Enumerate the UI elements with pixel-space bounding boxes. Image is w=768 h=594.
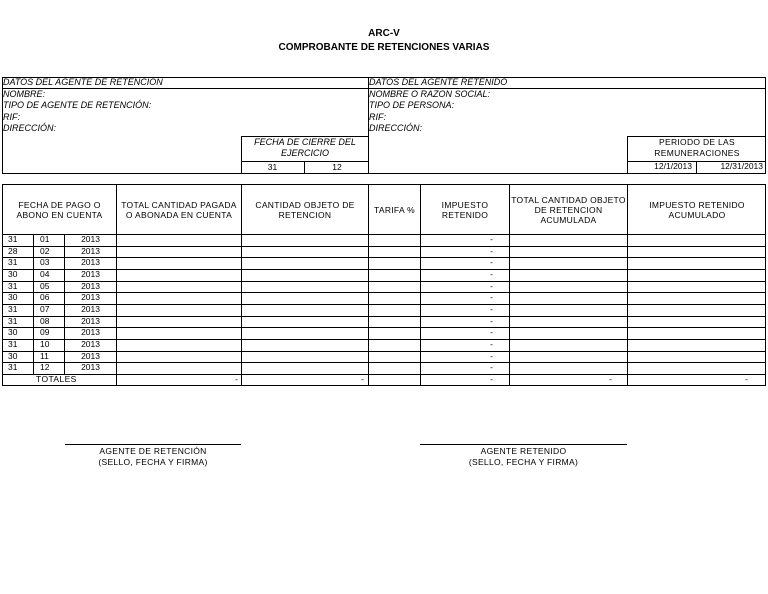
row-dia: 31 [8, 257, 18, 267]
retenido-tipo-label: TIPO DE PERSONA: [369, 100, 455, 110]
totales-label: TOTALES [36, 374, 77, 384]
cierre-dia: 31 [267, 162, 278, 172]
row-dia: 31 [8, 281, 18, 291]
row-anio: 2013 [81, 234, 100, 244]
row-mes: 12 [40, 362, 50, 372]
row-impuesto: - [490, 246, 493, 256]
row-anio: 2013 [81, 257, 100, 267]
row-dia: 30 [8, 269, 18, 279]
row-dia: 30 [8, 351, 18, 361]
firma-agente-line [65, 444, 241, 445]
row-dia: 31 [8, 304, 18, 314]
row-impuesto: - [490, 234, 493, 244]
row-impuesto: - [490, 304, 493, 314]
agente-section-title: DATOS DEL AGENTE DE RETENCION [3, 77, 163, 87]
table-row-divider [2, 292, 766, 293]
form-title: COMPROBANTE DE RETENCIONES VARIAS [278, 42, 490, 53]
row-mes: 09 [40, 327, 50, 337]
periodo-hasta: 12/31/2013 [720, 161, 763, 171]
row-anio: 2013 [81, 327, 100, 337]
row-anio: 2013 [81, 304, 100, 314]
row-impuesto: - [490, 351, 493, 361]
periodo-desde: 12/1/2013 [654, 161, 692, 171]
agente-tipo-label: TIPO DE AGENTE DE RETENCIÓN: [3, 100, 152, 110]
table-row-divider [2, 374, 766, 375]
col-total-pagada: TOTAL CANTIDAD PAGADA O ABONADA EN CUENTA [121, 199, 237, 220]
row-dia: 31 [8, 316, 18, 326]
retenido-rif-label: RIF: [369, 112, 386, 122]
row-mes: 03 [40, 257, 50, 267]
row-mes: 08 [40, 316, 50, 326]
firma-agente-detalle: (SELLO, FECHA Y FIRMA) [98, 457, 208, 467]
col-cantidad-objeto: CANTIDAD OBJETO DE RETENCION [255, 199, 355, 220]
row-anio: 2013 [81, 362, 100, 372]
col-tarifa: TARIFA % [374, 204, 415, 215]
total-acumulada: - [609, 374, 612, 384]
table-row-divider [2, 327, 766, 328]
table-row-divider [2, 339, 766, 340]
row-mes: 11 [40, 351, 49, 361]
agente-rif-label: RIF: [3, 112, 20, 122]
row-dia: 31 [8, 362, 18, 372]
form-code: ARC-V [368, 28, 400, 39]
total-impuesto: - [490, 374, 493, 384]
row-mes: 02 [40, 246, 50, 256]
col-retenido-acumulado: IMPUESTO RETENIDO ACUMULADO [649, 199, 745, 220]
table-row-divider [2, 281, 766, 282]
row-anio: 2013 [81, 316, 100, 326]
col-fecha-pago: FECHA DE PAGO O ABONO EN CUENTA [16, 199, 103, 220]
row-mes: 10 [40, 339, 50, 349]
total-retenido-acumulado: - [745, 374, 748, 384]
agente-nombre-label: NOMBRE: [3, 89, 46, 99]
retenido-direccion-label: DIRECCIÓN: [369, 123, 423, 133]
retenido-section-title: DATOS DEL AGENTE RETENIDO [369, 77, 508, 87]
row-anio: 2013 [81, 269, 100, 279]
row-anio: 2013 [81, 281, 100, 291]
firma-agente-titulo: AGENTE DE RETENCIÓN [99, 446, 207, 456]
table-row-divider [2, 257, 766, 258]
row-dia: 30 [8, 327, 18, 337]
row-dia: 30 [8, 292, 18, 302]
row-impuesto: - [490, 316, 493, 326]
row-anio: 2013 [81, 339, 100, 349]
table-row-divider [2, 351, 766, 352]
row-mes: 01 [40, 234, 50, 244]
row-mes: 05 [40, 281, 50, 291]
periodo-label: PERIODO DE LAS REMUNERACIONES [654, 137, 740, 158]
firma-retenido-detalle: (SELLO, FECHA Y FIRMA) [468, 457, 579, 467]
row-dia: 28 [8, 246, 18, 256]
row-impuesto: - [490, 281, 493, 291]
row-impuesto: - [490, 327, 493, 337]
row-impuesto: - [490, 339, 493, 349]
firma-retenido-line [420, 444, 627, 445]
col-impuesto-retenido: IMPUESTO RETENIDO [441, 199, 489, 220]
table-row-divider [2, 362, 766, 363]
agente-direccion-label: DIRECCIÓN: [3, 123, 57, 133]
retenido-nombre-label: NOMBRE O RAZON SOCIAL: [369, 89, 491, 99]
row-anio: 2013 [81, 351, 100, 361]
table-row-divider [2, 246, 766, 247]
col-total-acumulada: TOTAL CANTIDAD OBJETO DE RETENCION ACUMULADA [511, 194, 626, 225]
row-impuesto: - [490, 269, 493, 279]
row-mes: 06 [40, 292, 50, 302]
table-row-divider [2, 304, 766, 305]
cierre-label: FECHA DE CIERRE DEL EJERCICIO [254, 137, 356, 158]
table-row-divider [2, 316, 766, 317]
row-impuesto: - [490, 292, 493, 302]
cierre-mes: 12 [332, 162, 342, 172]
row-impuesto: - [490, 362, 493, 372]
firma-retenido-titulo: AGENTE RETENIDO [480, 446, 567, 456]
row-anio: 2013 [81, 246, 100, 256]
table-row-divider [2, 269, 766, 270]
row-mes: 04 [40, 269, 50, 279]
row-dia: 31 [8, 339, 18, 349]
total-objeto: - [361, 374, 364, 384]
row-impuesto: - [490, 257, 493, 267]
row-dia: 31 [8, 234, 18, 244]
row-anio: 2013 [81, 292, 100, 302]
total-pagada: - [235, 374, 238, 384]
row-mes: 07 [40, 304, 50, 314]
